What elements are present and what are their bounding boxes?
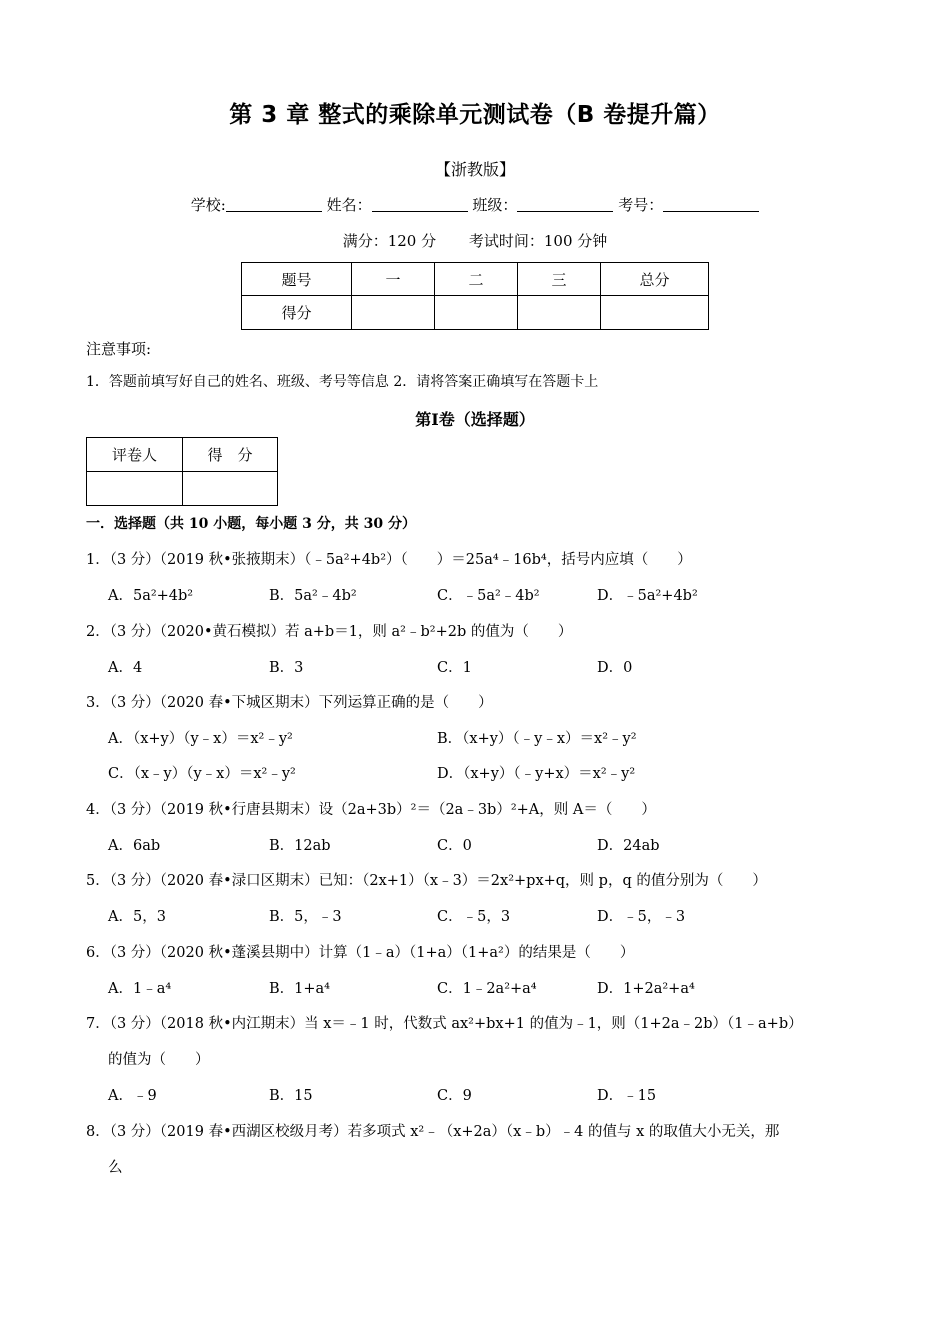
score-cell[interactable] — [435, 296, 518, 330]
school-label: 学校: — [190, 196, 226, 214]
grader-score-cell[interactable] — [183, 472, 278, 506]
exam-meta — [0, 230, 950, 251]
option-a[interactable]: A．4 — [108, 660, 143, 676]
option-d[interactable]: D．﹣15 — [597, 1088, 657, 1104]
school-field[interactable] — [226, 197, 322, 212]
score-header-cell: 题号 — [242, 263, 352, 296]
score-header-cell: 三 — [518, 263, 601, 296]
student-info-line — [0, 194, 950, 215]
score-cell[interactable] — [518, 296, 601, 330]
option-a[interactable]: A．5，3 — [108, 909, 166, 925]
option-a[interactable]: A．1﹣a⁴ — [108, 981, 172, 997]
question-stem: 1．（3 分）（2019 秋•张掖期末）（﹣5a²+4b²）（ ）＝25a⁴﹣16b⁴，括号内应填（ ） — [86, 552, 692, 568]
question-stem-continued: 的值为（ ） — [108, 1052, 210, 1068]
option-d[interactable]: D．（x+y）（﹣y+x）＝x²﹣y² — [437, 766, 636, 782]
option-b[interactable]: B．1+a⁴ — [269, 981, 330, 997]
exam-time: 考试时间：100 分钟 — [468, 232, 608, 250]
class-field[interactable] — [517, 197, 613, 212]
option-c[interactable]: C．0 — [437, 838, 472, 854]
grader-cell[interactable] — [87, 472, 183, 506]
number-label: 考号： — [618, 196, 664, 214]
option-c[interactable]: C．﹣5a²﹣4b² — [437, 588, 540, 604]
score-row-label: 得分 — [242, 296, 352, 330]
name-label: 姓名： — [326, 196, 372, 214]
grader-score-header: 得 分 — [183, 438, 278, 472]
option-d[interactable]: D．1+2a²+a⁴ — [597, 981, 695, 997]
option-b[interactable]: B．5，﹣3 — [269, 909, 342, 925]
option-c[interactable]: C．1 — [437, 660, 472, 676]
score-header-cell: 总分 — [601, 263, 709, 296]
question-stem: 3．（3 分）（2020 春•下城区期末）下列运算正确的是（ ） — [86, 695, 493, 711]
grader-table — [86, 437, 278, 506]
score-header-cell: 一 — [352, 263, 435, 296]
option-b[interactable]: B．3 — [269, 660, 304, 676]
score-table-score-row — [242, 296, 709, 330]
edition-label: 【浙教版】 — [434, 160, 515, 179]
option-a[interactable]: A．（x+y）（y﹣x）＝x²﹣y² — [108, 731, 293, 747]
option-d[interactable]: D．0 — [597, 660, 633, 676]
option-a[interactable]: A．﹣9 — [108, 1088, 157, 1104]
option-d[interactable]: D．24ab — [597, 838, 660, 854]
option-c[interactable]: C．﹣5，3 — [437, 909, 511, 925]
option-c[interactable]: C．9 — [437, 1088, 472, 1104]
option-d[interactable]: D．﹣5a²+4b² — [597, 588, 698, 604]
question-stem: 7．（3 分）（2018 秋•内江期末）当 x＝﹣1 时，代数式 ax²+bx+1 的值为﹣1，则（1+2a﹣2b）（1﹣a+b） — [86, 1016, 803, 1032]
score-table-header-row — [242, 263, 709, 296]
section-title: 第Ⅰ卷（选择题） — [415, 410, 535, 429]
option-b[interactable]: B．15 — [269, 1088, 313, 1104]
full-score: 满分：120 分 — [342, 232, 437, 250]
grader-header: 评卷人 — [87, 438, 183, 472]
score-table — [241, 262, 709, 330]
option-a[interactable]: A．6ab — [108, 838, 161, 854]
option-b[interactable]: B．（x+y）（﹣y﹣x）＝x²﹣y² — [437, 731, 637, 747]
score-cell[interactable] — [601, 296, 709, 330]
option-d[interactable]: D．﹣5，﹣3 — [597, 909, 686, 925]
number-field[interactable] — [663, 197, 759, 212]
option-b[interactable]: B．5a²﹣4b² — [269, 588, 357, 604]
question-stem: 5．（3 分）（2020 春•渌口区期末）已知：（2x+1）（x﹣3）＝2x²+px+q，则 p，q 的值分别为（ ） — [86, 873, 767, 889]
option-c[interactable]: C．1﹣2a²+a⁴ — [437, 981, 537, 997]
page-title: 第 3 章 整式的乘除单元测试卷（B 卷提升篇） — [229, 102, 721, 128]
notes-heading: 注意事项: — [86, 340, 152, 358]
part-title: 一．选择题（共 10 小题，每小题 3 分，共 30 分） — [86, 516, 416, 532]
score-header-cell: 二 — [435, 263, 518, 296]
score-cell[interactable] — [352, 296, 435, 330]
question-stem: 4．（3 分）（2019 秋•行唐县期末）设（2a+3b）²＝（2a﹣3b）²+A，则 A＝（ ） — [86, 802, 656, 818]
option-a[interactable]: A．5a²+4b² — [108, 588, 194, 604]
question-stem-continued: 么 — [108, 1160, 123, 1176]
name-field[interactable] — [372, 197, 468, 212]
option-c[interactable]: C．（x﹣y）（y﹣x）＝x²﹣y² — [108, 766, 296, 782]
class-label: 班级： — [472, 196, 518, 214]
option-b[interactable]: B．12ab — [269, 838, 331, 854]
question-stem: 2．（3 分）（2020•黄石模拟）若 a+b＝1，则 a²﹣b²+2b 的值为（ ） — [86, 624, 573, 640]
notes-item: 1．答题前填写好自己的姓名、班级、考号等信息 2．请将答案正确填写在答题卡上 — [86, 374, 599, 390]
question-stem: 6．（3 分）（2020 秋•蓬溪县期中）计算（1﹣a）（1+a）（1+a²）的结果是（ ） — [86, 945, 635, 961]
question-stem: 8．（3 分）（2019 春•西湖区校级月考）若多项式 x²﹣（x+2a）（x﹣b）﹣4 的值与 x 的取值大小无关，那 — [86, 1124, 780, 1140]
